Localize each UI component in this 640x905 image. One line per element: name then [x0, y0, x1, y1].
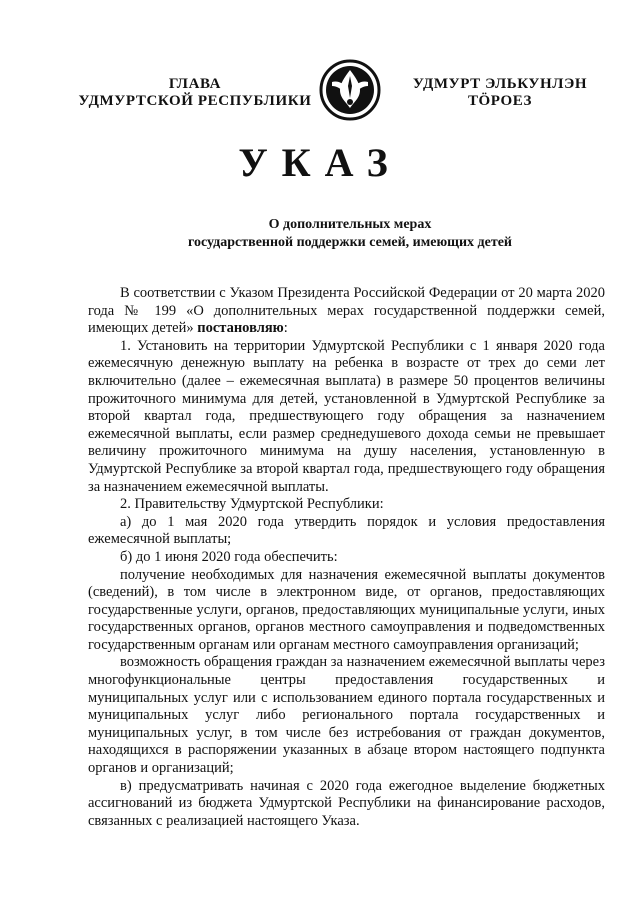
coat-of-arms-udmurtia-icon: [318, 58, 382, 122]
decree-title: УКАЗ: [238, 140, 402, 185]
paragraph-2c: в) предусматривать начиная с 2020 года ежегодное выделение бюджетных ассигнований из бюджета Удмуртской Республики на финансирование расходов, связанных с реализацией настоящего Указа.: [88, 777, 605, 829]
header-right-line1: УДМУРТ ЭЛЬКУНЛЭН: [412, 76, 588, 92]
decree-body: [88, 285, 605, 830]
decree-subtitle: [140, 216, 560, 252]
paragraph-1: 1. Установить на территории Удмуртской Республики с 1 января 2020 года ежемесячную денежную выплату на ребенка в возрасте от трех до семи лет включительно (далее – ежемесячная выплата) в размере 50 процентов величины прожиточного минимума для детей, установленной в Удмуртской Республике за второй квартал года, предшествующего году обращения за назначением ежемесячной выплаты, если размер среднедушевого дохода семьи не превышает величину прожиточного минимума на душу населения, установленную в Удмуртской Республике за второй квартал года, предшествующего году обращения за назначением ежемесячной выплаты.: [88, 337, 605, 495]
header-right: [400, 76, 600, 110]
paragraph-2b: б) до 1 июня 2020 года обеспечить:: [120, 548, 338, 565]
intro-text: В соответствии с Указом Президента Российской Федерации от 20 марта 2020 года № 199 «О дополнительных мерах государственной поддержки семей, имеющих детей»: [88, 285, 605, 337]
header-left: [70, 76, 320, 110]
paragraph-2: 2. Правительству Удмуртской Республики:: [120, 496, 384, 513]
header-right-line2: ТӦРОЕЗ: [467, 93, 533, 109]
intro-paragraph: В соответствии с Указом Президента Российской Федерации от 20 марта 2020 года № 199 «О дополнительных мерах государственной поддержки семей, имеющих детей» постановляю:: [88, 285, 605, 337]
subtitle-line1: О дополнительных мерах: [268, 217, 432, 232]
paragraph-2a: а) до 1 мая 2020 года утвердить порядок и условия предоставления ежемесячной выплаты;: [88, 513, 605, 548]
intro-bold-keyword: постановляю: [197, 320, 284, 337]
subtitle-line2: государственной поддержки семей, имеющих детей: [188, 235, 512, 250]
paragraph-2b-item2: возможность обращения граждан за назначением ежемесячной выплаты через многофункциональные центры предоставления государственных и муниципальных услуг или с использованием единого портала государственных и муниципальных услуг либо регионального портала государственных и муниципальных услуг, в том числе без истребования от граждан документов, находящихся в распоряжении указанных в абзаце втором настоящего подпункта органов и организаций;: [88, 654, 605, 777]
header-left-line1: ГЛАВА: [168, 76, 222, 92]
header-left-line2: УДМУРТСКОЙ РЕСПУБЛИКИ: [78, 93, 312, 109]
paragraph-2b-item1: получение необходимых для назначения ежемесячной выплаты документов (сведений), в том числе в электронном виде, от органов, предоставляющих государственные услуги, органов, предоставляющих муниципальные услуги, иных государственных органов, органов местного самоуправления и подведомственных государственным органам или органам местного самоуправления организаций;: [88, 566, 605, 653]
